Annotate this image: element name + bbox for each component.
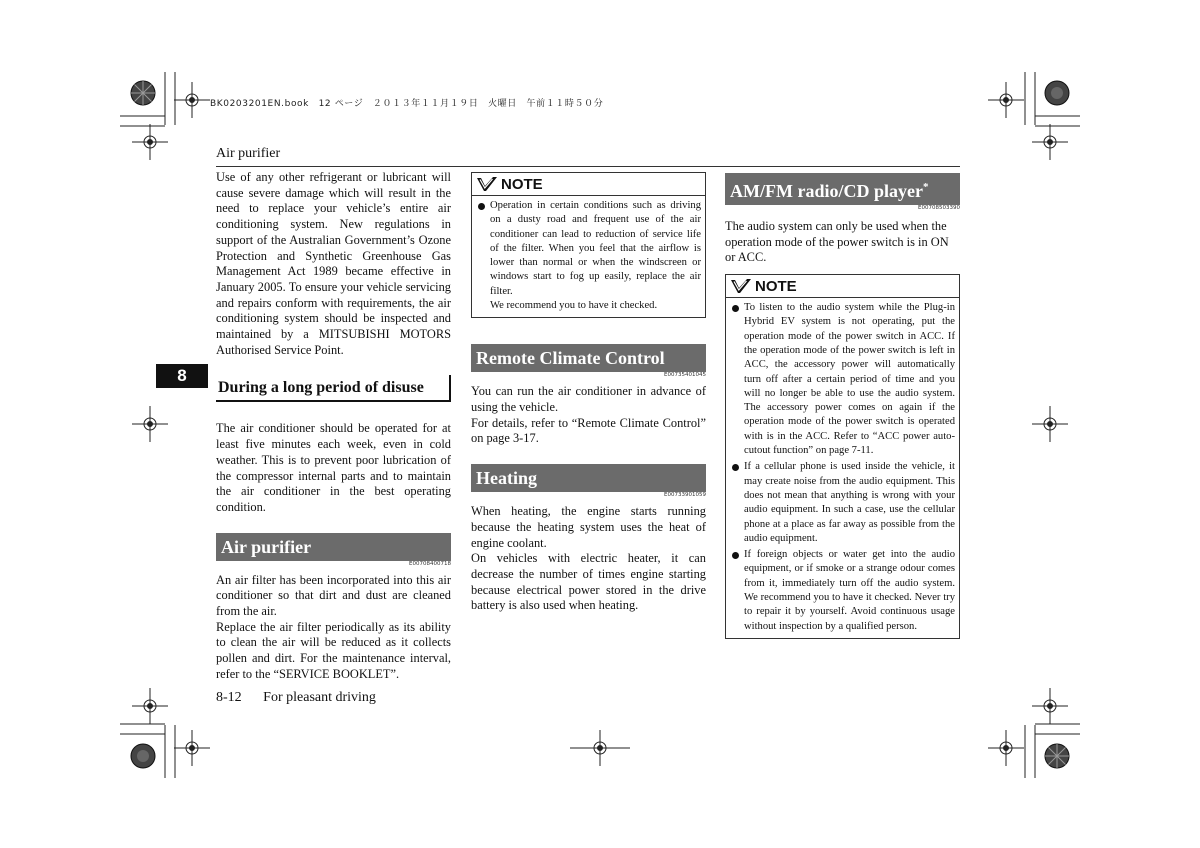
middle-column bbox=[471, 172, 706, 614]
radio-code: E00708503390 bbox=[918, 205, 960, 211]
note-header bbox=[472, 173, 705, 196]
right-column bbox=[725, 173, 960, 639]
heating-code: E00733901059 bbox=[664, 492, 706, 499]
heating-text-1: When heating, the engine starts running because the heating system uses the heat of engine coolant. bbox=[471, 504, 706, 550]
chapter-tab: 8 bbox=[156, 364, 208, 388]
disuse-text: The air conditioner should be operated for at least five minutes each week, even in cold weather. This is to prevent poor lubrication of the compressor internal parts and to maintain the air conditioner in the best operating condition. bbox=[216, 421, 451, 514]
note-recommendation: We recommend you to have it checked. bbox=[490, 300, 658, 312]
remote-climate-text-2: For details, refer to “Remote Climate Control” on page 3-17. bbox=[471, 415, 706, 446]
note-label: NOTE bbox=[755, 277, 797, 295]
heating-text-2: On vehicles with electric heater, it can decrease the number of times engine starting because electrical power stored in the drive battery is also used when heating. bbox=[471, 551, 706, 613]
air-purifier-heading: Air purifier bbox=[216, 533, 451, 561]
note-check-icon bbox=[730, 278, 752, 294]
radio-heading bbox=[725, 173, 960, 205]
disuse-heading: During a long period of disuse bbox=[216, 375, 451, 402]
remote-climate-heading: Remote Climate Control bbox=[471, 344, 706, 372]
note-item: To listen to the audio system while the Plug-in Hybrid EV system is not operating, put the operation mode of the power switch in ACC. If the operation mode of the power switch is left in ACC, the accessory power will automatically turn off after a certain period of time and you will no longer be able to use the audio system. The accessory power comes on again if the operation mode of the power switch is operated with is in the ACC. Refer to “ACC power auto-cutout function” on page 7-11. bbox=[730, 301, 955, 458]
note-item: If a cellular phone is used inside the vehicle, it may create noise from the audio equipment. This does not mean that anything is wrong with your audio equipment. In such a case, use the cellular phone at a place as far away as possible from the audio equipment. bbox=[730, 460, 955, 546]
note-check-icon bbox=[476, 176, 498, 192]
radio-heading-mark: * bbox=[922, 181, 929, 193]
air-purifier-code: E00708400718 bbox=[409, 560, 451, 567]
page-footer bbox=[216, 690, 376, 706]
note-item: If foreign objects or water get into the audio equipment, or if smoke or a strange odour comes from it, immediately turn off the audio system. We recommend you to have it checked. Never try to repair it by yourself. Avoid continuous usage without inspection by a qualified person. bbox=[730, 548, 955, 634]
running-title: Air purifier bbox=[216, 146, 281, 161]
remote-climate-code: E00735401045 bbox=[664, 372, 706, 379]
radio-heading-text: AM/FM radio/CD player bbox=[730, 181, 923, 201]
note-body bbox=[726, 298, 959, 638]
heating-heading: Heating bbox=[471, 464, 706, 492]
page-number: 8-12 bbox=[216, 690, 242, 705]
audio-note-box bbox=[725, 274, 960, 639]
radio-text: The audio system can only be used when the operation mode of the power switch is in ON or ACC. bbox=[725, 219, 949, 265]
air-purifier-text-1: An air filter has been incorporated into this air conditioner so that dirt and dust are cleaned from the air. bbox=[216, 572, 451, 619]
refrigerant-warning-text: Use of any other refrigerant or lubricant will cause severe damage which will result in the need to replace your vehicle’s entire air conditioning system. New regulations in support of the Australian Government’s Ozone Protection and Synthetic Greenhouse Gas Management Act 1989 became effective in January 2005. To ensure your vehicle servicing and repairs conform with requirements, the air conditioning system should be inspected and maintained by a MITSUBISHI MOTORS Authorised Service Point. bbox=[216, 170, 451, 357]
note-body bbox=[472, 196, 705, 317]
note-item: Operation in certain conditions such as driving on a dusty road and frequent use of the air conditioner can lead to reduction of service life of the filter. When you feel that the airflow is lower than normal or when the windscreen or windows start to fog up easily, replace the air filter. bbox=[476, 199, 701, 299]
section-name: For pleasant driving bbox=[263, 690, 376, 705]
left-column bbox=[216, 170, 451, 683]
filter-note-box bbox=[471, 172, 706, 318]
header-rule bbox=[216, 166, 960, 167]
print-header: BK0203201EN.book 12 ページ ２０１３年１１月１９日 火曜日 午前１１時５０分 bbox=[210, 99, 604, 109]
remote-climate-text-1: You can run the air conditioner in advance of using the vehicle. bbox=[471, 384, 706, 415]
air-purifier-text-2: Replace the air filter periodically as its ability to clean the air will be reduced as it collects pollen and dirt. For the maintenance interval, refer to the “SERVICE BOOKLET”. bbox=[216, 619, 451, 681]
note-label: NOTE bbox=[501, 175, 543, 193]
note-header bbox=[726, 275, 959, 298]
